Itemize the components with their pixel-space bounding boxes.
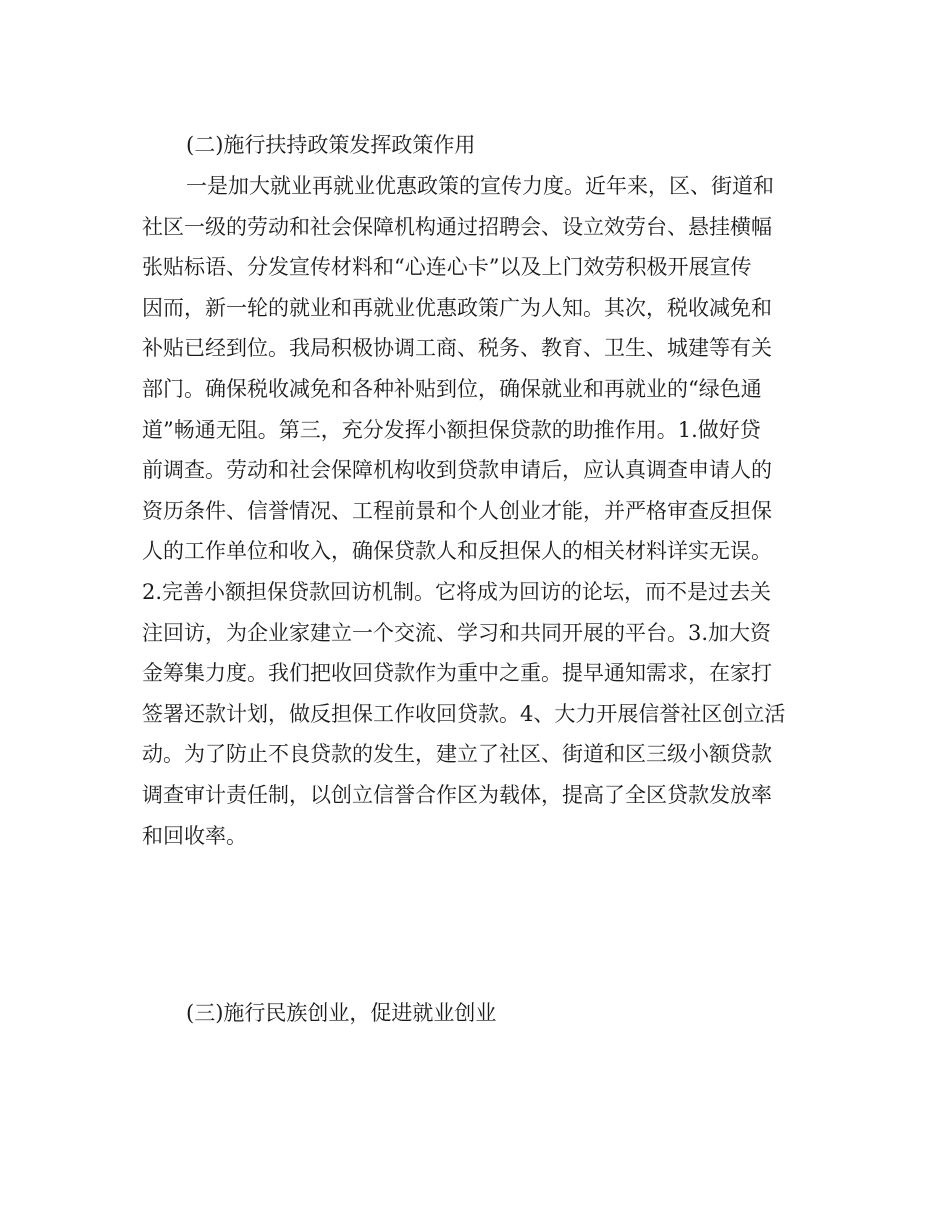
- paragraph-line: 注回访，为企业家建立一个交流、学习和共同开展的平台。3.加大资: [142, 620, 772, 645]
- paragraph-line: 因而，新一轮的就业和再就业优惠政策广为人知。其次，税收减免和: [142, 295, 772, 320]
- paragraph-line: 张贴标语、分发宣传材料和“心连心卡”以及上门效劳积极开展宣传: [142, 255, 752, 280]
- paragraph-line: 2.完善小额担保贷款回访机制。它将成为回访的论坛，而不是过去关: [142, 579, 772, 604]
- paragraph-line: 调查审计责任制，以创立信誉合作区为载体，提高了全区贷款发放率: [142, 782, 772, 807]
- paragraph-line: 和回收率。: [142, 823, 247, 848]
- paragraph-line: 金筹集力度。我们把收回贷款作为重中之重。提早通知需求，在家打: [142, 661, 772, 686]
- section-heading-2: (二)施行扶持政策发挥政策作用: [186, 133, 476, 157]
- paragraph-line: 动。为了防止不良贷款的发生，建立了社区、街道和区三级小额贷款: [142, 742, 772, 767]
- paragraph-line: 前调查。劳动和社会保障机构收到贷款申请后，应认真调查申请人的: [142, 458, 772, 483]
- paragraph-line: 补贴已经到位。我局积极协调工商、税务、教育、卫生、城建等有关: [142, 336, 772, 361]
- paragraph-line: 道”畅通无阻。第三，充分发挥小额担保贷款的助推作用。1.做好贷: [142, 417, 761, 442]
- paragraph-line: 签署还款计划，做反担保工作收回贷款。4、大力开展信誉社区创立活: [142, 701, 786, 726]
- body-paragraph: [142, 166, 822, 856]
- paragraph-line: 人的工作单位和收入，确保贷款人和反担保人的相关材料详实无误。: [142, 539, 772, 564]
- paragraph-line: 一是加大就业再就业优惠政策的宣传力度。近年来，区、街道和: [186, 174, 774, 198]
- section-heading-3: (三)施行民族创业，促进就业创业: [186, 1001, 497, 1025]
- paragraph-line: 部门。确保税收减免和各种补贴到位，确保就业和再就业的“绿色通: [142, 376, 762, 401]
- paragraph-line: 社区一级的劳动和社会保障机构通过招聘会、设立效劳台、悬挂横幅: [142, 214, 772, 239]
- paragraph-line: 资历条件、信誉情况、工程前景和个人创业才能，并严格审查反担保: [142, 498, 772, 523]
